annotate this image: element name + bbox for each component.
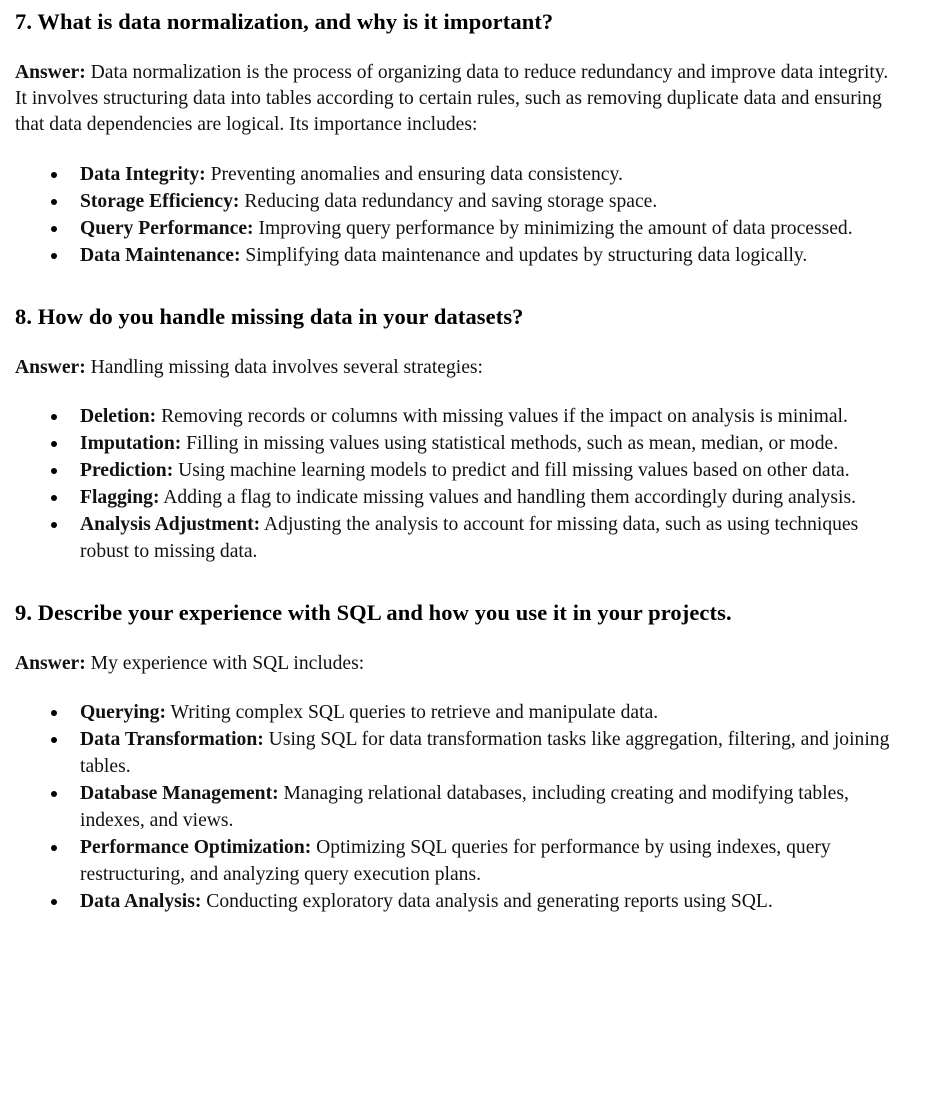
bullet-text: Adding a flag to indicate missing values and handling them accordingly during analysis. — [159, 486, 856, 508]
bullet-term: Performance Optimization: — [80, 837, 312, 859]
spacer-heading-answer-8 — [15, 331, 891, 355]
list-item — [15, 161, 891, 188]
question-heading-7: 7. What is data normalization, and why is it important? — [15, 9, 554, 34]
answer-body-8: Handling missing data involves several strategies: — [85, 356, 483, 378]
bullet-term: Deletion: — [80, 405, 157, 427]
qa-section-7 — [15, 8, 891, 269]
answer-body-9: My experience with SQL includes: — [85, 652, 365, 674]
bullet-text: Filling in missing values using statistical methods, such as mean, median, or mode. — [181, 432, 839, 454]
bullet-text: Simplifying data maintenance and updates by structuring data logically. — [240, 244, 808, 266]
list-item — [15, 242, 891, 269]
list-item — [15, 834, 891, 888]
bullet-term: Data Analysis: — [80, 891, 202, 913]
bullet-term: Database Management: — [80, 783, 279, 805]
bullet-text: Adjusting the analysis to account for missing data, such as using techniques robust to missing data. — [80, 513, 859, 562]
bullet-term: Query Performance: — [80, 217, 254, 239]
answer-paragraph-7 — [15, 60, 891, 139]
spacer-section-8-9 — [15, 565, 891, 599]
bullet-text: Removing records or columns with missing values if the impact on analysis is minimal. — [156, 405, 848, 427]
bullet-term: Data Maintenance: — [80, 244, 241, 266]
spacer-heading-answer-9 — [15, 627, 891, 651]
bullet-text: Preventing anomalies and ensuring data consistency. — [205, 163, 623, 185]
bullet-term: Flagging: — [80, 486, 160, 508]
list-item — [15, 888, 891, 915]
bullet-term: Imputation: — [80, 432, 182, 454]
spacer-heading-answer-7 — [15, 36, 891, 60]
answer-paragraph-8 — [15, 355, 891, 381]
answer-paragraph-9 — [15, 651, 891, 677]
list-item — [15, 430, 891, 457]
qa-section-9 — [15, 599, 891, 915]
list-item — [15, 188, 891, 215]
answer-label-9: Answer: — [15, 652, 86, 674]
bullet-term: Querying: — [80, 702, 166, 724]
qa-section-8 — [15, 303, 891, 565]
question-heading-9: 9. Describe your experience with SQL and how you use it in your projects. — [15, 599, 732, 625]
list-item — [15, 457, 891, 484]
bullet-text: Writing complex SQL queries to retrieve and manipulate data. — [166, 702, 659, 724]
answer-body-7: Data normalization is the process of organizing data to reduce redundancy and improve data integrity. It involves structuring data into tables according to certain rules, such as removing duplicate data and ensuring that data dependencies are logical. Its importance includes: — [15, 62, 889, 136]
spacer-section-7-8 — [15, 269, 891, 303]
bullet-text: Optimizing SQL queries for performance by using indexes, query restructuring, and analyzing query execution plans. — [80, 837, 831, 886]
bullet-text: Using SQL for data transformation tasks like aggregation, filtering, and joining tables. — [80, 729, 890, 778]
list-item — [15, 484, 891, 511]
bullet-term: Analysis Adjustment: — [80, 513, 261, 535]
top-spacer — [15, 0, 891, 8]
question-heading-8: 8. How do you handle missing data in your datasets? — [15, 303, 524, 329]
answer-label-8: Answer: — [15, 356, 86, 378]
bullet-term: Prediction: — [80, 459, 174, 481]
bullet-text: Improving query performance by minimizing the amount of data processed. — [253, 217, 853, 239]
list-item — [15, 780, 891, 834]
bullet-text: Reducing data redundancy and saving storage space. — [239, 190, 658, 212]
spacer-answer-list-9 — [15, 677, 891, 699]
bullet-text: Using machine learning models to predict and fill missing values based on other data. — [173, 459, 850, 481]
answer-label-7: Answer: — [15, 62, 86, 83]
bullet-text: Managing relational databases, including creating and modifying tables, indexes, and views. — [80, 783, 849, 832]
bullet-list-7 — [15, 161, 891, 269]
list-item — [15, 215, 891, 242]
bullet-text: Conducting exploratory data analysis and generating reports using SQL. — [201, 891, 773, 913]
spacer-answer-list-7 — [15, 139, 891, 161]
bullet-list-8 — [15, 403, 891, 565]
list-item — [15, 699, 891, 726]
list-item — [15, 726, 891, 780]
list-item — [15, 511, 891, 565]
bullet-term: Storage Efficiency: — [80, 190, 240, 212]
bullet-list-9 — [15, 699, 891, 915]
bullet-term: Data Transformation: — [80, 729, 264, 751]
bullet-term: Data Integrity: — [80, 163, 206, 185]
list-item — [15, 403, 891, 430]
spacer-answer-list-8 — [15, 381, 891, 403]
